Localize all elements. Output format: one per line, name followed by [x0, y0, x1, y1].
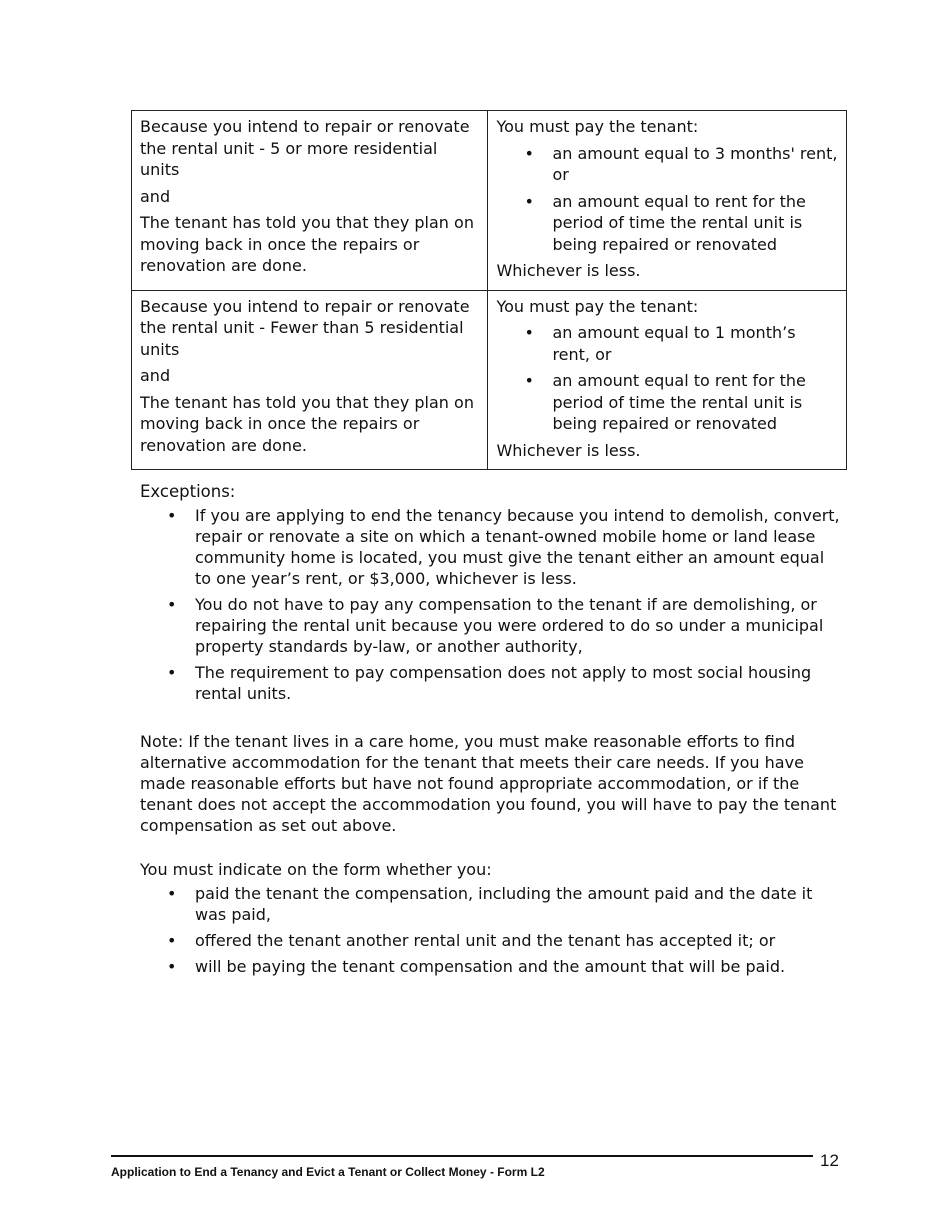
page-number: 12 [820, 1151, 839, 1170]
payment-option-text: an amount equal to rent for the period of time the rental unit is being repaired or renovated [552, 191, 806, 254]
indicate-option-text: will be paying the tenant compensation and the amount that will be paid. [195, 957, 786, 976]
bullet-icon: • [167, 957, 177, 976]
condition-cell [132, 111, 488, 291]
list-item [496, 322, 838, 365]
exception-text: The requirement to pay compensation does not apply to most social housing rental units. [195, 663, 812, 703]
table-row [132, 111, 847, 291]
list-item [140, 956, 840, 977]
indicate-option-text: paid the tenant the compensation, including the amount paid and the date it was paid, [195, 884, 813, 924]
condition-cell [132, 290, 488, 470]
payment-outro: Whichever is less. [496, 261, 641, 280]
bullet-icon: • [167, 595, 177, 614]
care-home-note: Note: If the tenant lives in a care home, you must make reasonable efforts to find alternative accommodation for the tenant that meets their care needs. If you have made reasonable efforts but have not found appropriate accommodation, or if the tenant does not accept the accommodation you found, you will have to pay the tenant compensation as set out above. [140, 732, 837, 835]
list-item [140, 930, 840, 951]
indicate-option-text: offered the tenant another rental unit and the tenant has accepted it; or [195, 931, 776, 950]
condition-text: Because you intend to repair or renovate the rental unit - Fewer than 5 residential units [140, 296, 470, 359]
bullet-icon: • [524, 371, 534, 390]
list-item [496, 370, 838, 435]
payment-options-list [496, 322, 838, 435]
payment-cell [488, 290, 847, 470]
payment-intro: You must pay the tenant: [496, 117, 699, 136]
payment-option-text: an amount equal to rent for the period of time the rental unit is being repaired or renovated [552, 371, 806, 433]
list-item [496, 143, 838, 186]
list-item [140, 883, 840, 925]
payment-options-list [496, 143, 838, 256]
compensation-table [131, 110, 847, 470]
bullet-icon: • [167, 931, 177, 950]
condition-text: The tenant has told you that they plan on moving back in once the repairs or renovation are done. [140, 392, 474, 455]
payment-option-text: an amount equal to 3 months' rent, or [552, 143, 838, 184]
exceptions-list [140, 505, 840, 704]
payment-cell [488, 111, 847, 291]
list-item [496, 191, 838, 256]
exceptions-heading: Exceptions: [140, 482, 236, 501]
indicate-section [140, 859, 840, 977]
exception-text: If you are applying to end the tenancy because you intend to demolish, convert, repair or renovate a site on which a tenant-owned mobile home or land lease community home is located, you must give the tenant either an amount equal to one year’s rent, or $3,000, whichever is less. [195, 506, 840, 588]
indicate-list [140, 883, 840, 977]
payment-outro: Whichever is less. [496, 440, 641, 460]
payment-option-text: an amount equal to 1 month’s rent, or [552, 323, 796, 364]
table-row [132, 290, 847, 470]
list-item [140, 594, 840, 657]
exception-text: You do not have to pay any compensation to the tenant if are demolishing, or repairing the rental unit because you were ordered to do so under a municipal property standards by-law, or another authority, [195, 595, 824, 656]
bullet-icon: • [167, 506, 177, 525]
bullet-icon: • [524, 143, 534, 163]
list-item [140, 662, 840, 704]
footer-divider [111, 1155, 813, 1157]
list-item [140, 505, 840, 589]
condition-connector: and [140, 366, 171, 385]
bullet-icon: • [524, 323, 534, 342]
note-section [140, 731, 840, 836]
condition-connector: and [140, 186, 171, 206]
bullet-icon: • [167, 884, 177, 903]
footer-form-title: Application to End a Tenancy and Evict a Tenant or Collect Money - Form L2 [111, 1165, 545, 1179]
bullet-icon: • [524, 191, 534, 211]
condition-text: Because you intend to repair or renovate the rental unit - 5 or more residential units [140, 117, 470, 179]
exceptions-section [140, 481, 840, 704]
condition-text: The tenant has told you that they plan on moving back in once the repairs or renovation are done. [140, 213, 474, 275]
bullet-icon: • [167, 663, 177, 682]
payment-intro: You must pay the tenant: [496, 296, 699, 316]
indicate-intro: You must indicate on the form whether you: [140, 860, 492, 879]
